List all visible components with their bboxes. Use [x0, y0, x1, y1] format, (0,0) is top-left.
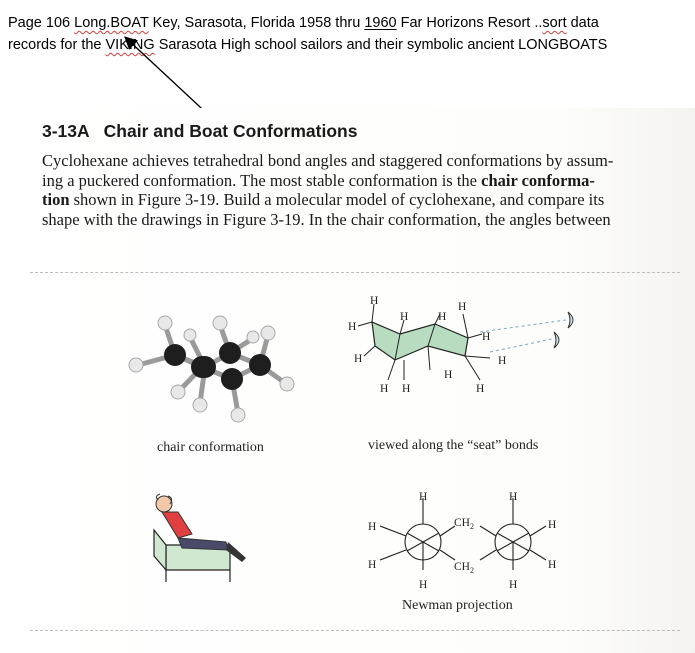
hydrogen-atom — [261, 326, 275, 340]
svg-text:H: H — [548, 559, 557, 571]
hydrogen-atom — [158, 316, 172, 330]
eye-icon — [554, 312, 573, 348]
hydrogen-atom — [184, 329, 196, 341]
h-label: H — [498, 355, 507, 367]
sort-word: sort — [542, 15, 567, 31]
svg-text:CH2: $CH_2$ — [454, 561, 474, 575]
carbon-atom — [191, 356, 213, 378]
carbon-atom — [221, 368, 243, 390]
carbon-atom — [249, 354, 271, 376]
annotation-line-2: records for the VIKING Sarasota High school sailors and their symbolic ancient LONGBOATS — [8, 37, 608, 53]
svg-text:H: H — [548, 519, 557, 531]
figure-top-rule — [30, 272, 680, 273]
hydrogen-atom — [129, 358, 143, 372]
svg-text:H: H — [368, 559, 377, 571]
svg-text:CH2: $CH_2$ — [454, 517, 474, 531]
hydrogen-atom — [193, 398, 207, 412]
h-label: H — [400, 311, 409, 323]
h-label: H — [458, 301, 467, 313]
person-in-chair-illustration — [148, 490, 258, 585]
caption-seat-bonds: viewed along the “seat” bonds — [368, 438, 539, 453]
newman-projection — [360, 490, 580, 595]
h-label: H — [354, 353, 363, 365]
hydrogen-atom — [231, 408, 245, 422]
chair-ball-stick-model — [120, 295, 305, 435]
carbon-atom — [164, 344, 186, 366]
hydrogen-atom — [280, 377, 294, 391]
section-title: Chair and Boat Conformations — [103, 121, 358, 141]
svg-text:H: H — [368, 521, 377, 533]
annotation-line-1: Page 106 Long.BOAT Key, Sarasota, Florida 1958 thru 1960 Far Horizons Resort ..sort data — [8, 15, 599, 31]
carbon-atom — [219, 342, 241, 364]
caption-newman-projection: Newman projection — [402, 598, 513, 613]
h-label: H — [438, 311, 447, 323]
section-heading — [42, 121, 357, 142]
hydrogen-atom — [171, 385, 185, 399]
h-label: H — [402, 383, 411, 395]
caption-chair-conformation: chair conformation — [157, 440, 264, 455]
section-paragraph: Cyclohexane achieves tetrahedral bond angles and staggered conformations by assum- ing a puckered conformation. The most stable conformation is the chair conforma- tion shown in Figure 3-19. Build a molecular model of cyclohexane, and compare its shape with the drawings in Figure 3-19. In the chair conformation, the angles between — [42, 151, 614, 229]
section-number: 3-13A — [42, 121, 90, 141]
svg-text:H: H — [509, 579, 518, 591]
h-label: H — [476, 383, 485, 395]
viking-word: VIKING — [105, 37, 155, 53]
svg-text:H: H — [509, 491, 518, 503]
h-label: H — [370, 295, 379, 307]
hydrogen-atom — [247, 331, 259, 343]
svg-text:H: H — [419, 579, 428, 591]
h-label: H — [348, 321, 357, 333]
chair-line-drawing — [340, 292, 595, 402]
hydrogen-atom — [213, 316, 227, 330]
figure-bottom-rule — [30, 630, 680, 631]
h-label: H — [380, 383, 389, 395]
h-label: H — [482, 331, 491, 343]
svg-text:H: H — [419, 491, 428, 503]
long-boat-word: Long.BOAT — [74, 15, 149, 31]
h-label: H — [444, 369, 453, 381]
year-word: 1960 — [364, 15, 397, 31]
